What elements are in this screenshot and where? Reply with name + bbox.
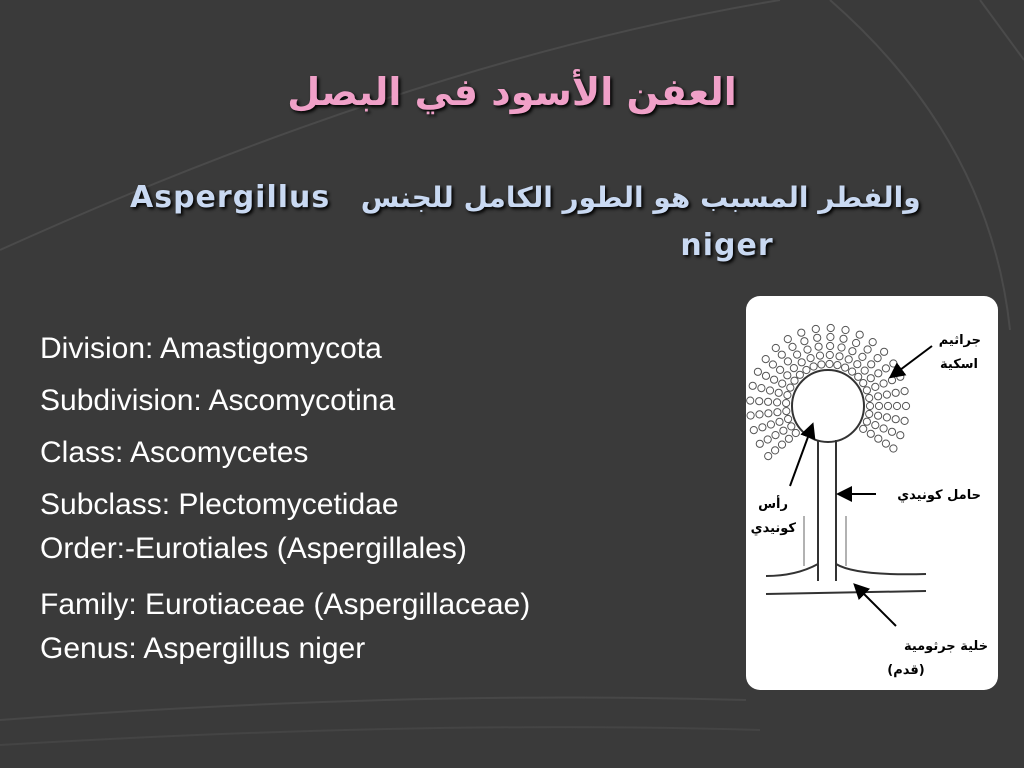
spore <box>872 383 879 390</box>
spore <box>754 368 761 375</box>
spore <box>785 435 792 442</box>
spore <box>864 346 871 353</box>
conidiophore-stalk <box>818 440 836 581</box>
spore <box>849 368 856 375</box>
taxonomy-subclass: Subclass: Plectomycetidae <box>40 488 399 521</box>
taxonomy-class: Class: Ascomycetes <box>40 436 309 469</box>
spore <box>777 366 784 373</box>
spore <box>785 415 792 422</box>
spore <box>845 356 852 363</box>
spore <box>776 418 783 425</box>
spore <box>747 412 754 419</box>
spore <box>826 351 833 358</box>
spore <box>814 334 821 341</box>
spore <box>787 384 794 391</box>
spore <box>867 375 874 382</box>
subtitle-genus: Aspergillus <box>130 180 331 215</box>
spore <box>866 402 873 409</box>
spore <box>767 421 774 428</box>
spore <box>769 361 776 368</box>
label-head-2: كونيدي <box>750 521 796 536</box>
spore <box>792 429 799 436</box>
spore <box>749 382 756 389</box>
spore <box>756 398 763 405</box>
spore <box>758 385 765 392</box>
spore <box>810 363 817 370</box>
spore <box>860 380 867 387</box>
spore <box>875 435 882 442</box>
spore <box>774 409 781 416</box>
spore <box>860 425 867 432</box>
spore <box>771 376 778 383</box>
taxonomy-order: Order:-Eurotiales (Aspergillales) <box>40 532 467 565</box>
spore <box>897 432 904 439</box>
spore <box>875 402 882 409</box>
spore <box>863 418 870 425</box>
spore <box>866 394 873 401</box>
taxonomy-subdivision: Subdivision: Ascomycotina <box>40 384 396 417</box>
spore <box>842 326 849 333</box>
spore <box>867 430 874 437</box>
spore <box>875 412 882 419</box>
spore <box>794 351 801 358</box>
label-spores-2: اسكية <box>940 357 978 372</box>
spore <box>861 367 868 374</box>
slide-title: العفن الأسود في البصل <box>287 70 737 114</box>
spore <box>868 361 875 368</box>
spore <box>798 359 805 366</box>
spore <box>875 370 882 377</box>
spore <box>818 361 825 368</box>
label-foot-1: خلية جرثومية <box>903 639 989 654</box>
label-spores-1: جراثيم <box>938 333 981 348</box>
spore <box>783 400 790 407</box>
spore <box>827 324 834 331</box>
aspergillus-diagram-svg <box>746 296 998 690</box>
spore <box>816 352 823 359</box>
spore <box>869 339 876 346</box>
spore <box>880 380 887 387</box>
spore <box>874 355 881 362</box>
spore <box>856 331 863 338</box>
spore <box>836 353 843 360</box>
spore <box>747 397 754 404</box>
spore <box>859 353 866 360</box>
spore <box>855 373 862 380</box>
spore <box>888 377 895 384</box>
spore <box>756 411 763 418</box>
spore <box>774 399 781 406</box>
spore <box>790 365 797 372</box>
spore <box>778 441 785 448</box>
subtitle-species: niger <box>680 228 774 263</box>
spore <box>853 339 860 346</box>
spore <box>884 402 891 409</box>
spore <box>875 393 882 400</box>
spore <box>807 355 814 362</box>
spore <box>762 372 769 379</box>
spore <box>765 410 772 417</box>
taxonomy-list <box>40 332 730 676</box>
spore <box>849 348 856 355</box>
spore <box>892 389 899 396</box>
spore <box>890 445 897 452</box>
spore <box>842 364 849 371</box>
spore <box>882 365 889 372</box>
spore <box>882 440 889 447</box>
spore <box>840 335 847 342</box>
spore <box>764 436 771 443</box>
spore <box>784 336 791 343</box>
taxonomy-family: Family: Eurotiaceae (Aspergillaceae) <box>40 588 531 621</box>
spore <box>788 423 795 430</box>
spore <box>775 389 782 396</box>
taxonomy-genus: Genus: Aspergillus niger <box>40 632 366 665</box>
subtitle-arabic: والفطر المسبب هو الطور الكامل للجنس <box>360 181 921 214</box>
spore <box>779 380 786 387</box>
spore <box>759 424 766 431</box>
spore <box>827 342 834 349</box>
spore <box>750 427 757 434</box>
spore <box>772 432 779 439</box>
foot-cell <box>766 564 926 594</box>
spore <box>827 333 834 340</box>
spore <box>880 425 887 432</box>
spore <box>803 366 810 373</box>
spore <box>756 440 763 447</box>
spore <box>901 388 908 395</box>
spore <box>784 358 791 365</box>
spore <box>783 408 790 415</box>
spore <box>901 417 908 424</box>
spore <box>765 453 772 460</box>
spore <box>892 416 899 423</box>
spore <box>804 346 811 353</box>
spore <box>801 338 808 345</box>
spore <box>893 402 900 409</box>
spore <box>854 361 861 368</box>
spore <box>883 391 890 398</box>
spore <box>778 351 785 358</box>
spore <box>888 428 895 435</box>
spore <box>784 392 791 399</box>
spore <box>772 344 779 351</box>
spore <box>766 387 773 394</box>
vesicle <box>792 370 864 442</box>
spore <box>897 373 904 380</box>
spore <box>883 414 890 421</box>
spore <box>765 398 772 405</box>
spore <box>796 371 803 378</box>
spore <box>890 360 897 367</box>
taxonomy-division: Division: Amastigomycota <box>40 332 382 365</box>
spore <box>866 410 873 417</box>
label-conidiophore: حامل كونيدي <box>897 488 981 503</box>
spore <box>789 343 796 350</box>
spore <box>881 348 888 355</box>
spore <box>798 329 805 336</box>
spore <box>826 360 833 367</box>
spore <box>772 447 779 454</box>
spore <box>902 402 909 409</box>
spore <box>834 362 841 369</box>
label-foot-2: (قدم) <box>887 663 925 678</box>
spore <box>838 344 845 351</box>
spore <box>872 422 879 429</box>
spore <box>815 343 822 350</box>
spore <box>780 427 787 434</box>
spore <box>762 356 769 363</box>
slide-subtitle <box>130 180 921 225</box>
spore <box>863 387 870 394</box>
label-head-1: رأس <box>758 497 788 512</box>
aspergillus-diagram <box>746 296 998 690</box>
spore <box>784 372 791 379</box>
spore <box>812 325 819 332</box>
spore <box>791 377 798 384</box>
